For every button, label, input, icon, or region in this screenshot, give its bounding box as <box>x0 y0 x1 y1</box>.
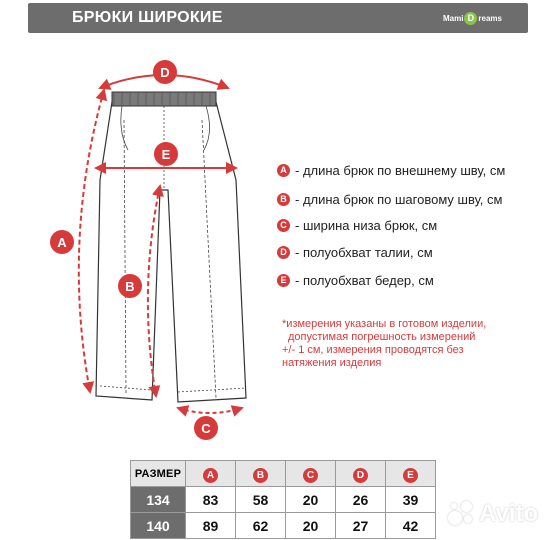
legend-e-icon: E <box>277 274 290 287</box>
marker-d-icon <box>153 60 177 84</box>
legend-c-icon: C <box>277 219 290 232</box>
pants-diagram <box>0 40 280 450</box>
waistband <box>112 92 216 106</box>
measure-c-line <box>178 408 242 413</box>
table-cell: 20 <box>286 513 336 539</box>
table-cell: 42 <box>386 513 436 539</box>
row-size: 140 <box>131 513 186 539</box>
svg-text:E: E <box>161 147 171 162</box>
page-title: БРЮКИ ШИРОКИЕ <box>72 9 223 26</box>
col-c-icon: C <box>303 468 318 483</box>
col-a-icon: A <box>203 468 218 483</box>
legend-item-e: E - полуобхват бедер, см <box>277 273 434 288</box>
table-cell: 20 <box>286 487 336 513</box>
legend-item-c: C - ширина низа брюк, см <box>277 218 437 233</box>
svg-text:A: A <box>57 235 67 250</box>
legend-d-icon: D <box>277 246 290 259</box>
table-header-size: РАЗМЕР <box>131 461 186 487</box>
table-cell: 62 <box>236 513 286 539</box>
marker-b-icon <box>118 274 142 298</box>
header-bar <box>28 3 528 33</box>
table-header-row <box>131 461 436 487</box>
table-header-b <box>236 461 286 487</box>
table-cell: 27 <box>336 513 386 539</box>
table-cell: 58 <box>236 487 286 513</box>
col-e-icon: E <box>403 468 418 483</box>
svg-text:D: D <box>160 65 170 80</box>
legend-a-icon: A <box>277 164 290 177</box>
svg-text:B: B <box>125 279 135 294</box>
avito-logo-icon <box>448 501 476 527</box>
legend-b-icon: B <box>277 193 290 206</box>
table-header-a <box>186 461 236 487</box>
table-header-e <box>386 461 436 487</box>
table-header-c <box>286 461 336 487</box>
marker-e-icon <box>154 142 178 166</box>
avito-watermark: Avito <box>448 500 538 528</box>
brand-d-icon: D <box>464 12 477 25</box>
size-table <box>130 460 436 539</box>
measurement-note: *измерения указаны в готовом изделии, допустимая погрешность измерений +/- 1 см, измерения проводятся без натяжения изделия <box>282 318 487 369</box>
table-cell: 39 <box>386 487 436 513</box>
col-b-icon: B <box>253 468 268 483</box>
brand-logo: Mami D reams <box>442 13 502 23</box>
table-cell: 26 <box>336 487 386 513</box>
table-cell: 89 <box>186 513 236 539</box>
table-cell: 83 <box>186 487 236 513</box>
row-size: 134 <box>131 487 186 513</box>
table-row <box>131 513 436 539</box>
table-header-d <box>336 461 386 487</box>
legend-item-d: D - полуобхват талии, см <box>277 245 433 260</box>
legend-item-a: A - длина брюк по внешнему шву, см <box>277 163 505 178</box>
table-row <box>131 487 436 513</box>
svg-text:C: C <box>201 421 211 436</box>
marker-c-icon <box>194 416 218 440</box>
col-d-icon: D <box>353 468 368 483</box>
legend-item-b: B - длина брюк по шаговому шву, см <box>277 192 502 207</box>
marker-a-icon <box>50 230 74 254</box>
